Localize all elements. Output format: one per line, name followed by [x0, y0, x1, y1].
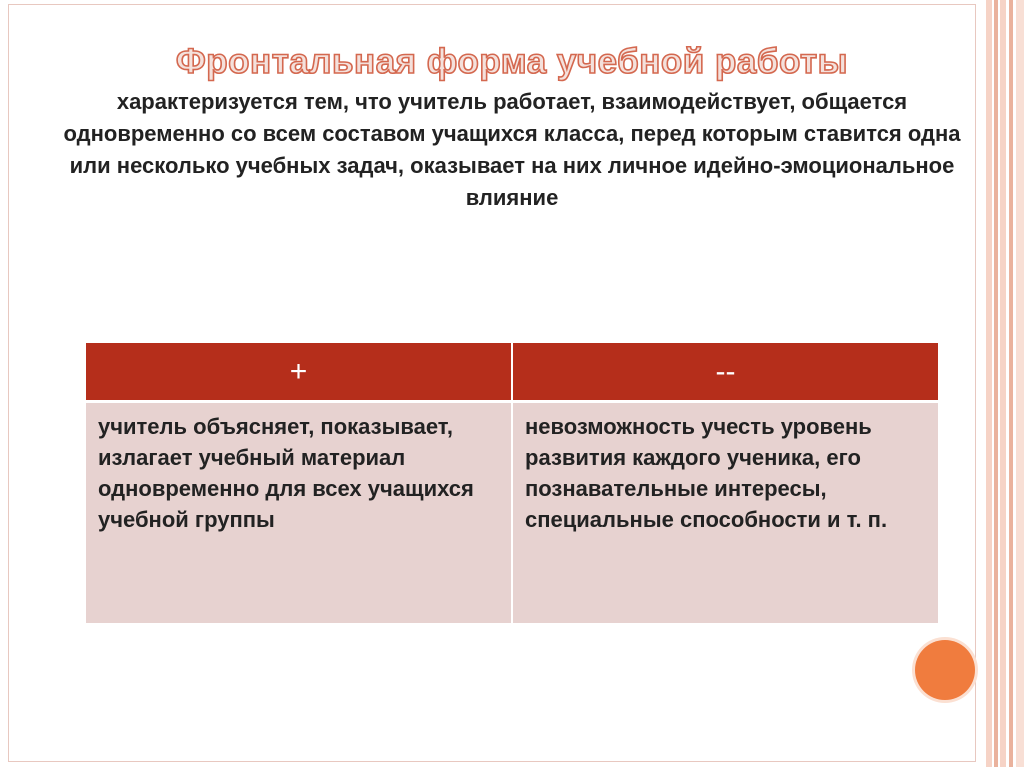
pros-cell: учитель объясняет, показывает, излагает учебный материал одновременно для всех учащихся учебной группы	[86, 402, 512, 623]
pros-header: +	[86, 343, 512, 402]
decorative-circle	[915, 640, 975, 700]
table-header-row	[86, 343, 938, 402]
cons-header: --	[512, 343, 938, 402]
decorative-stripes	[986, 0, 1024, 767]
pros-cons-table	[86, 343, 938, 623]
slide-description: характеризуется тем, что учитель работает, взаимодействует, общается одновременно со всем составом учащихся класса, перед которым ставится одна или несколько учебных задач, оказывает на них личное идейно-эмоциональное влияние	[63, 89, 961, 210]
slide-title: Фронтальная форма учебной работы	[175, 42, 849, 81]
cons-cell: невозможность учесть уровень развития каждого ученика, его познавательные интересы, специальные способности и т. п.	[512, 402, 938, 623]
table-row	[86, 402, 938, 623]
